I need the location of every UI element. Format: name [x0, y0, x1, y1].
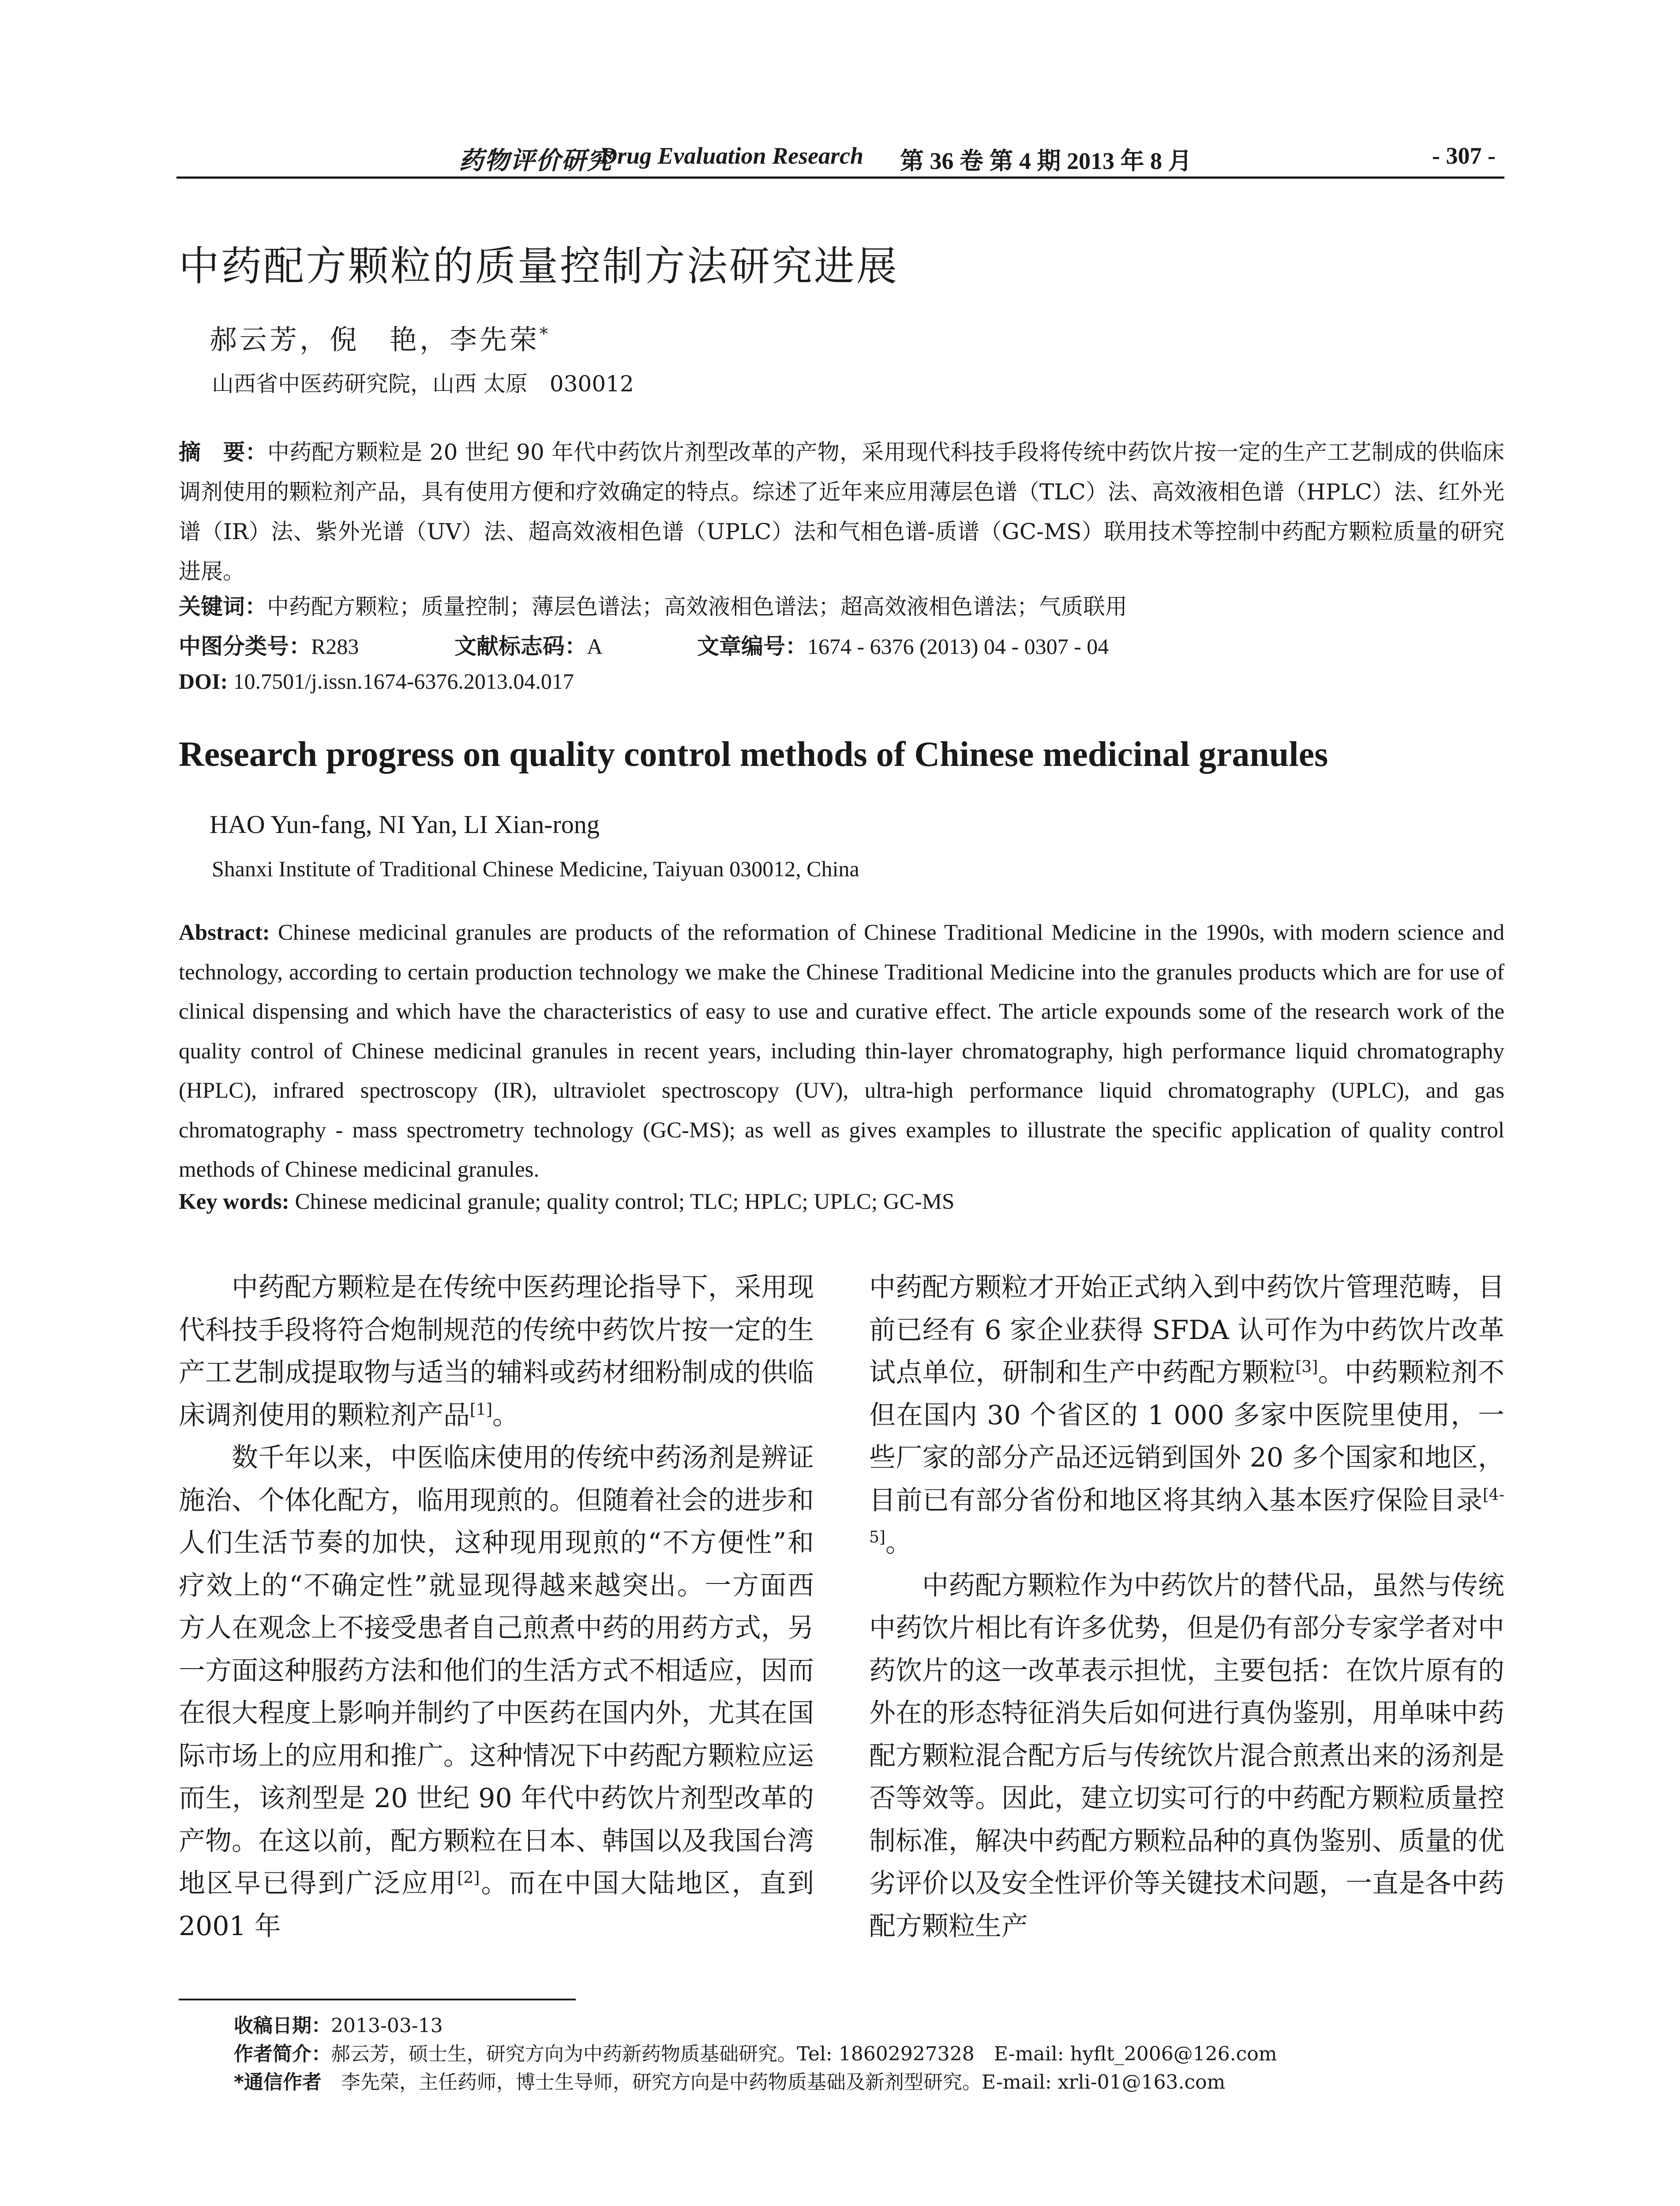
body-text: 中药配方颗粒是在传统中医药理论指导下，采用现代科技手段将符合炮制规范的传统中药饮片按一定的生产工艺制成提取物与适当的辅料或药材细粉制成的供临床调剂使用的颗粒剂产品: [179, 1272, 814, 1431]
page-number: - 307 -: [1432, 143, 1496, 169]
doi-label: DOI:: [179, 669, 228, 694]
body-column-left: [179, 1266, 814, 1947]
citation-ref: [1]: [470, 1400, 492, 1419]
body-paragraph: [869, 1564, 1504, 1948]
keywords-cn: [179, 589, 1127, 621]
footnote-corresponding: [234, 2068, 1277, 2097]
body-text: 。: [492, 1399, 519, 1431]
corresponding-mark: *: [540, 324, 551, 344]
clc-value: R283: [311, 634, 359, 659]
clc-label: 中图分类号：: [179, 634, 311, 659]
body-text: 。: [885, 1527, 912, 1558]
clc-number: [179, 629, 359, 660]
keywords-en: [179, 1189, 954, 1215]
corresponding-label: *通信作者: [234, 2071, 322, 2093]
body-text: 数千年以来，中医临床使用的传统中药汤剂是辨证施治、个体化配方，临用现煎的。但随着社会的进步和人们生活节奏的加快，这种现用现煎的“不方便性”和疗效上的“不确定性”就显现得越来越突出。一方面西方人在观念上不接受患者自己煎煮中药的用药方式，另一方面这种服药方法和他们的生活方式不相适应，因而在很大程度上影响并制约了中医药在国内外，尤其在国际市场上的应用和推广。这种情况下中药配方颗粒应运而生，该剂型是 20 世纪 90 年代中药饮片剂型改革的产物。在这以前，配方颗粒在日本、韩国以及我国台湾地区早已得到广泛应用: [179, 1442, 814, 1899]
author-bio: 郝云芳，硕士生，研究方向为中药新药物质基础研究。Tel: 18602927328 E-mail: hyflt_2006@126.com: [331, 2043, 1277, 2065]
corresponding-bio: 李先荣，主任药师，博士生导师，研究方向是中药物质基础及新剂型研究。E-mail: xrli-01@163.com: [322, 2071, 1226, 2093]
footnote-rule: [179, 1999, 576, 2000]
affiliation-cn: 山西省中医药研究院，山西 太原 030012: [212, 371, 634, 397]
body-text: 中药配方颗粒才开始正式纳入到中药饮片管理范畴，目前已经有 6 家企业获得 SFDA 认可作为中药饮片改革试点单位，研制和生产中药配方颗粒: [869, 1272, 1504, 1388]
issue-info: 第 36 卷 第 4 期 2013 年 8 月: [900, 148, 1192, 174]
article-no-value: 1674 - 6376 (2013) 04 - 0307 - 04: [807, 634, 1109, 659]
keywords-en-label: Key words:: [179, 1189, 289, 1214]
journal-logo-cn: 药物评价研究: [459, 146, 612, 175]
doi-line: [179, 668, 574, 694]
running-header: [176, 137, 1504, 176]
article-number: [697, 629, 1109, 660]
body-paragraph: [179, 1437, 814, 1947]
author-bio-label: 作者简介：: [234, 2043, 331, 2065]
classification-line: [179, 629, 1504, 660]
doi-value: 10.7501/j.issn.1674-6376.2013.04.017: [233, 669, 574, 694]
document-code: [454, 629, 603, 660]
body-paragraph: [179, 1266, 814, 1437]
keywords-cn-text: 中药配方颗粒；质量控制；薄层色谱法；高效液相色谱法；超高效液相色谱法；气质联用: [267, 594, 1127, 619]
header-rule: [176, 176, 1504, 179]
body-text: 。中药颗粒剂不但在国内 30 个省区的 1 000 多家中医院里使用，一些厂家的部分产品还远销到国外 20 多个国家和地区，目前已有部分省份和地区将其纳入基本医疗保险目录: [869, 1357, 1505, 1516]
article-title-cn: 中药配方颗粒的质量控制方法研究进展: [179, 243, 899, 290]
doc-code-value: A: [587, 634, 603, 659]
abstract-cn: [179, 432, 1504, 591]
keywords-cn-label: 关键词：: [179, 594, 267, 619]
body-column-right: [869, 1266, 1504, 1947]
footnote-author: [234, 2040, 1277, 2068]
abstract-en: [179, 913, 1504, 1190]
doc-code-label: 文献标志码：: [454, 634, 587, 659]
abstract-cn-label: 摘 要：: [179, 439, 267, 465]
body-paragraph: [869, 1266, 1504, 1564]
abstract-en-text: Chinese medicinal granules are products of the reformation of Chinese Traditional Medicine in the 1990s, with modern science and technology, according to certain production technology we make the Chinese Traditional Medicine into the granules products which are for use of clinical dispensing and which have the characteristics of easy to use and curative effect. The article expounds some of the research work of the quality control of Chinese medicinal granules in recent years, including thin-layer chromatography, high performance liquid chromatography (HPLC), infrared spectroscopy (IR), ultraviolet spectroscopy (UV), ultra-high performance liquid chromatography (UPLC), and gas chromatography - mass spectrometry technology (GC-MS); as well as gives examples to illustrate the specific application of quality control methods of Chinese medicinal granules.: [179, 920, 1505, 1182]
authors-en: HAO Yun-fang, NI Yan, LI Xian-rong: [210, 810, 600, 839]
abstract-en-label: Abstract:: [179, 920, 270, 945]
authors-cn-names: 郝云芳，倪 艳，李先荣: [210, 323, 540, 356]
article-title-en: Research progress on quality control methods of Chinese medicinal granules: [179, 735, 1328, 774]
body-text: 中药配方颗粒作为中药饮片的替代品，虽然与传统中药饮片相比有许多优势，但是仍有部分专家学者对中药饮片的这一改革表示担忧，主要包括：在饮片原有的外在的形态特征消失后如何进行真伪鉴别，用单味中药配方颗粒混合配方后与传统饮片混合煎煮出来的汤剂是否等效等。因此，建立切实可行的中药配方颗粒质量控制标准，解决中药配方颗粒品种的真伪鉴别、质量的优劣评价以及安全性评价等关键技术问题，一直是各中药配方颗粒生产: [869, 1570, 1504, 1942]
citation-ref: [2]: [457, 1869, 480, 1887]
keywords-en-text: Chinese medicinal granule; quality control; TLC; HPLC; UPLC; GC-MS: [295, 1189, 955, 1214]
footnotes: [234, 2012, 1277, 2097]
received-date: 2013-03-13: [331, 2015, 443, 2037]
citation-ref: [3]: [1295, 1358, 1318, 1376]
body-text: 。而在中国大陆地区，直到 2001 年: [179, 1868, 814, 1942]
authors-cn: [210, 318, 551, 357]
abstract-cn-text: 中药配方颗粒是 20 世纪 90 年代中药饮片剂型改革的产物，采用现代科技手段将传统中药饮片按一定的生产工艺制成的供临床调剂使用的颗粒剂产品，具有使用方便和疗效确定的特点。综述了近年来应用薄层色谱（TLC）法、高效液相色谱（HPLC）法、红外光谱（IR）法、紫外光谱（UV）法、超高效液相色谱（UPLC）法和气相色谱-质谱（GC-MS）联用技术等控制中药配方颗粒质量的研究进展。: [179, 439, 1504, 584]
received-label: 收稿日期：: [234, 2015, 331, 2037]
article-no-label: 文章编号：: [697, 634, 807, 659]
affiliation-en: Shanxi Institute of Traditional Chinese Medicine, Taiyuan 030012, China: [212, 856, 859, 881]
citation-ref: [4-5]: [869, 1486, 1504, 1546]
journal-name-en: Drug Evaluation Research: [600, 143, 864, 169]
footnote-received: [234, 2012, 1277, 2040]
